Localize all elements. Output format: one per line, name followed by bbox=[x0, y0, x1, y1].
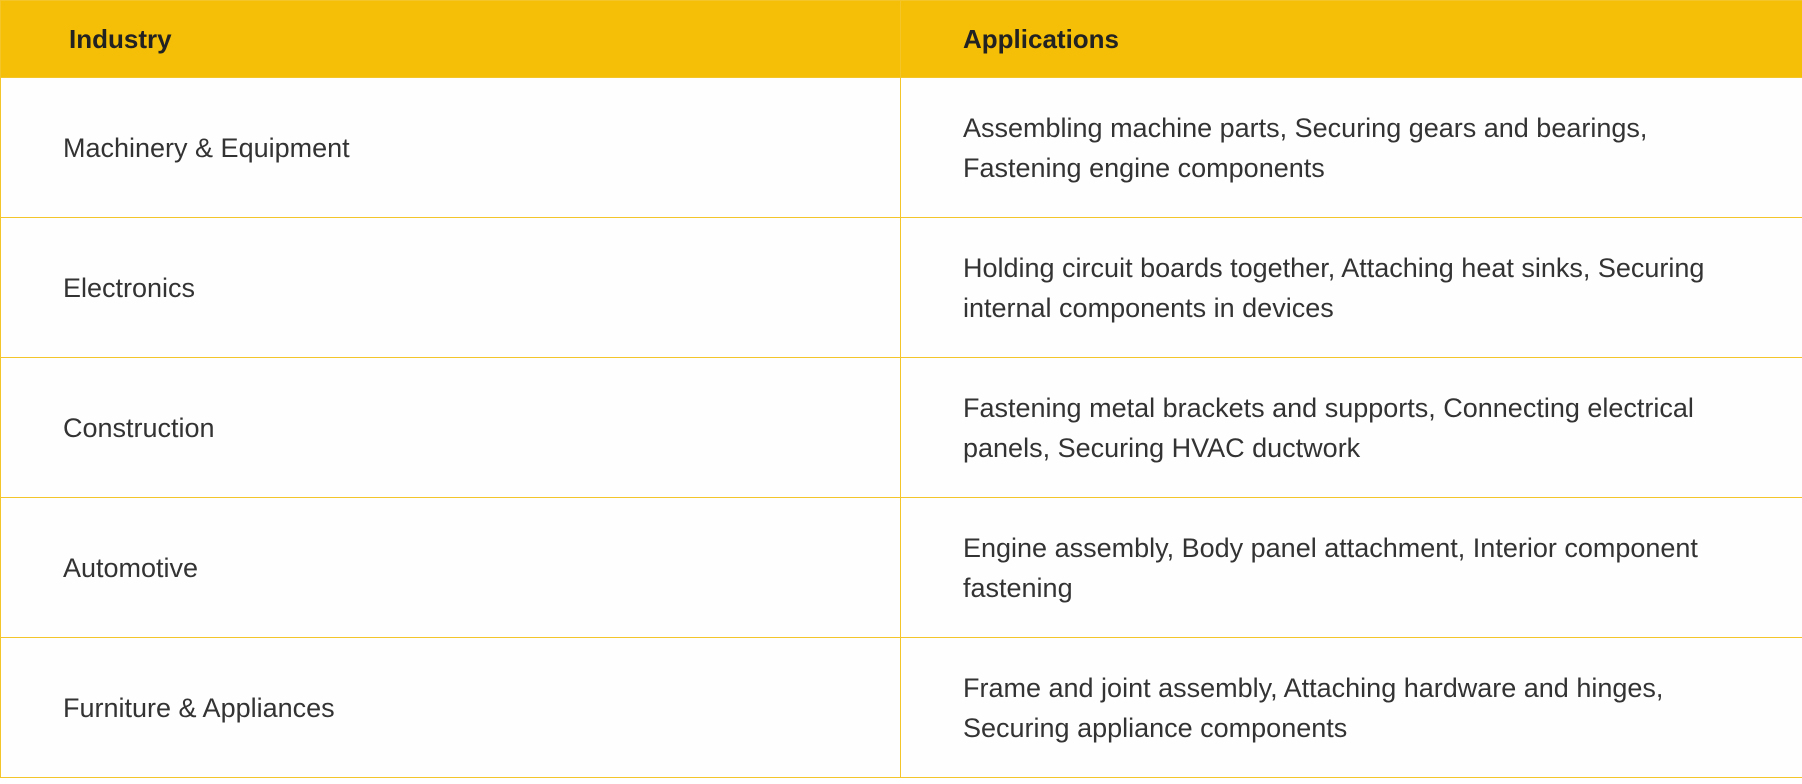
industry-cell: Automotive bbox=[1, 498, 901, 638]
table-row bbox=[1, 638, 1802, 778]
applications-cell: Assembling machine parts, Securing gears and bearings, Fastening engine components bbox=[901, 78, 1802, 218]
industry-cell: Construction bbox=[1, 358, 901, 498]
header-industry: Industry bbox=[1, 1, 901, 78]
table-row bbox=[1, 218, 1802, 358]
industry-cell: Machinery & Equipment bbox=[1, 78, 901, 218]
applications-cell: Fastening metal brackets and supports, Connecting electrical panels, Securing HVAC ductwork bbox=[901, 358, 1802, 498]
table-row bbox=[1, 498, 1802, 638]
applications-cell: Holding circuit boards together, Attaching heat sinks, Securing internal components in devices bbox=[901, 218, 1802, 358]
table-row bbox=[1, 78, 1802, 218]
applications-cell: Engine assembly, Body panel attachment, Interior component fastening bbox=[901, 498, 1802, 638]
industry-cell: Furniture & Appliances bbox=[1, 638, 901, 778]
applications-cell: Frame and joint assembly, Attaching hardware and hinges, Securing appliance components bbox=[901, 638, 1802, 778]
table-row bbox=[1, 358, 1802, 498]
header-row bbox=[1, 1, 1802, 78]
table-header bbox=[1, 1, 1802, 78]
industry-cell: Electronics bbox=[1, 218, 901, 358]
table-body bbox=[1, 78, 1802, 778]
header-applications: Applications bbox=[901, 1, 1802, 78]
